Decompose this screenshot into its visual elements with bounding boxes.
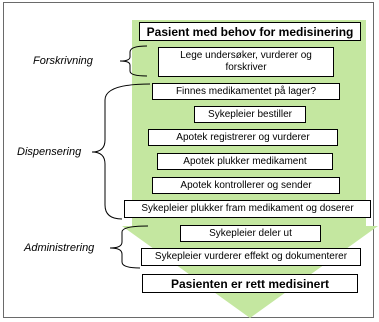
phase-label-administering: Administrering xyxy=(24,242,95,254)
step-end: Pasienten er rett medisinert xyxy=(142,274,358,293)
step-nurse-distributes: Sykepleier deler ut xyxy=(180,225,321,242)
step-nurse-evaluates: Sykepleier vurderer effekt og dokumenterer xyxy=(141,248,361,266)
step-nurse-orders: Sykepleier bestiller xyxy=(194,106,306,123)
phase-label-dispensing: Dispensering xyxy=(17,146,82,158)
step-nurse-doses: Sykepleier plukker fram medikament og doserer xyxy=(124,200,371,218)
step-pharmacy-checks: Apotek kontrollerer og sender xyxy=(152,177,340,194)
step-doctor: Lege undersøker, vurderer og forskriver xyxy=(158,47,334,77)
step-start: Pasient med behov for medisinering xyxy=(139,22,361,41)
step-pharmacy-picks: Apotek plukker medikament xyxy=(157,153,333,170)
step-in-stock: Finnes medikamentet på lager? xyxy=(152,83,340,100)
phase-label-prescribing: Forskrivning xyxy=(33,55,93,67)
step-pharmacy-registers: Apotek registrerer og vurderer xyxy=(148,129,338,146)
